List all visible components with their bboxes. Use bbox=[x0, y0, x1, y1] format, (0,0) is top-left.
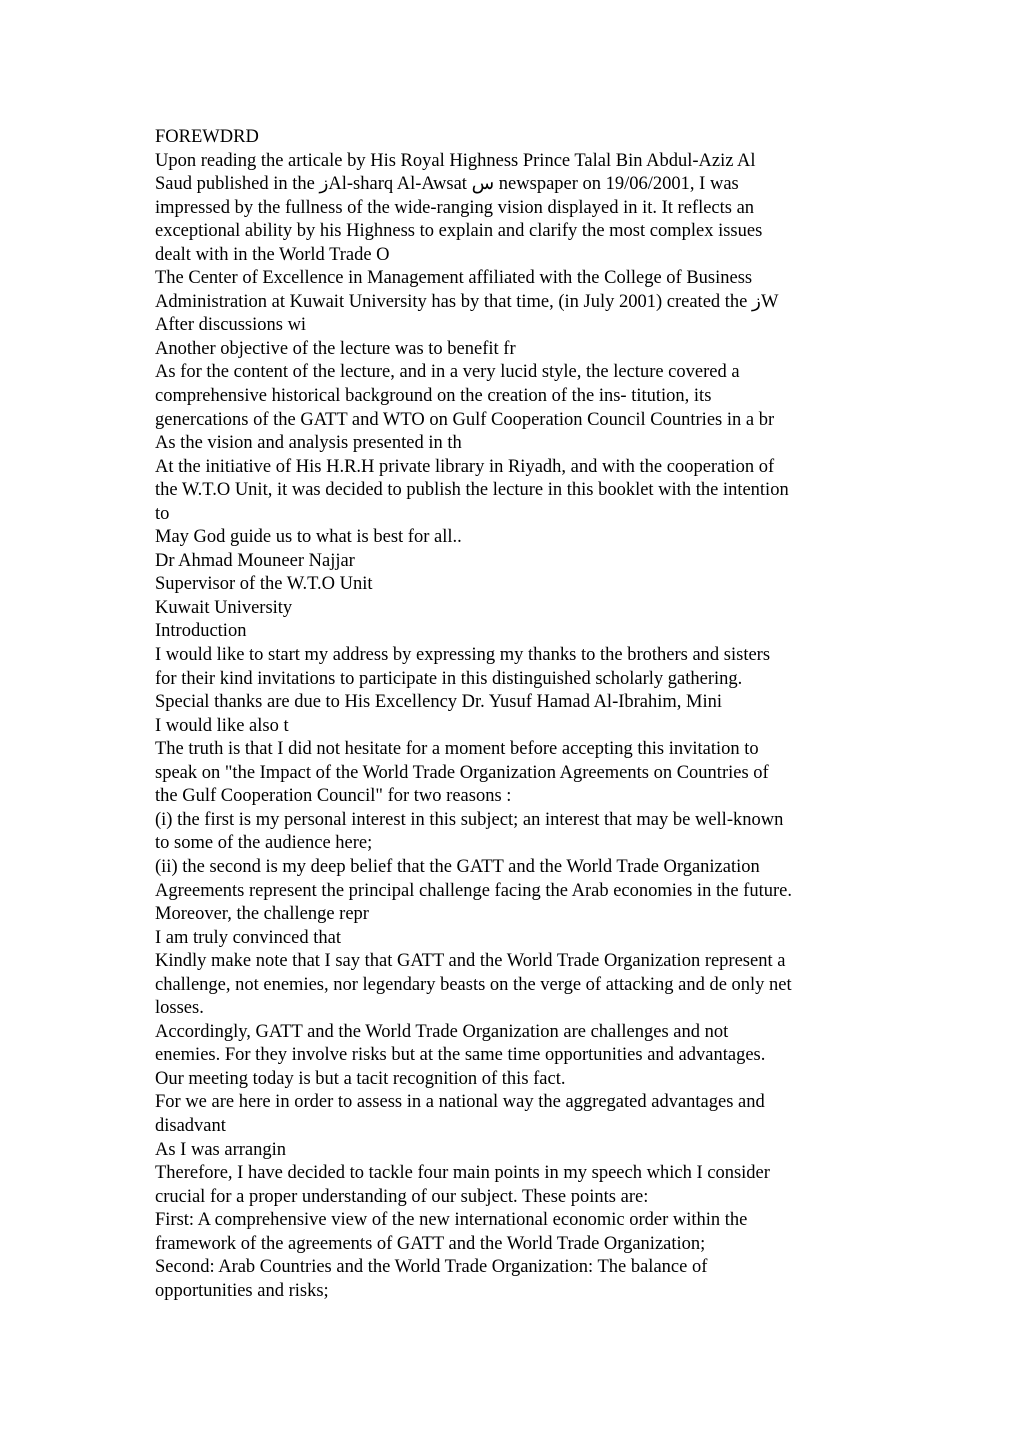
paragraph: Therefore, I have decided to tackle four main points in my speech which I consider crucial for a proper understanding of our subject. These points are: bbox=[155, 1163, 770, 1207]
paragraph: I would like to start my address by expressing my thanks to the brothers and sisters for their kind invitations to participate in this distinguished scholarly gathering. Special thanks are due to His Excellency Dr. Yusuf Hamad Al-Ibrahim, Mini bbox=[155, 645, 771, 713]
paragraph: (i) the first is my personal interest in this subject; an interest that may be well-known to some of the audience here; bbox=[155, 809, 784, 854]
paragraph: Upon reading the articale by His Royal Highness Prince Talal Bin Abdul-Aziz Al Saud published in the زAl-sharq Al-Awsat س newspaper on 19/06/2001, I was impressed by the fullness of the wide-ranging vision displayed in it. It reflects an exceptional ability by his Highness to explain and clarify the most complex issues dealt with in the World Trade O bbox=[155, 150, 763, 265]
paragraph: At the initiative of His H.R.H private library in Riyadh, and with the cooperation of the W.T.O Unit, it was decided to publish the lecture in this booklet with the intention to bbox=[155, 456, 789, 524]
document-page bbox=[155, 126, 875, 1303]
author-title: Supervisor of the W.T.O Unit bbox=[155, 574, 373, 595]
paragraph: Accordingly, GATT and the World Trade Organization are challenges and not enemies. For they involve risks but at the same time opportunities and advantages. Our meeting today is but a tacit recognition of this fact. bbox=[155, 1021, 766, 1089]
paragraph: As I was arrangin bbox=[155, 1139, 286, 1160]
paragraph: After discussions wi bbox=[155, 315, 307, 336]
paragraph: I am truly convinced that bbox=[155, 927, 341, 948]
paragraph: I would like also t bbox=[155, 715, 289, 736]
paragraph: Another objective of the lecture was to benefit fr bbox=[155, 338, 516, 359]
paragraph: The Center of Excellence in Management affiliated with the College of Business Administration at Kuwait University has by that time, (in July 2001) created the زW bbox=[155, 268, 779, 312]
introduction-heading: Introduction bbox=[155, 621, 247, 642]
author-name: Dr Ahmad Mouneer Najjar bbox=[155, 550, 355, 571]
paragraph: As the vision and analysis presented in th bbox=[155, 433, 462, 454]
paragraph: (ii) the second is my deep belief that the GATT and the World Trade Organization Agreements represent the principal challenge facing the Arab economies in the future. Moreover, the challenge repr bbox=[155, 856, 792, 925]
author-affiliation: Kuwait University bbox=[155, 597, 293, 618]
paragraph: Second: Arab Countries and the World Trade Organization: The balance of opportunities and risks; bbox=[155, 1257, 708, 1301]
paragraph: First: A comprehensive view of the new international economic order within the framework of the agreements of GATT and the World Trade Organization; bbox=[155, 1210, 748, 1254]
closing-line: May God guide us to what is best for all.. bbox=[155, 527, 462, 548]
paragraph: As for the content of the lecture, and in a very lucid style, the lecture covered a comprehensive historical background on the creation of the ins- titution, its genercations of the GATT and WTO on Gulf Cooperation Council Countries in a br bbox=[155, 362, 775, 430]
paragraph: For we are here in order to assess in a national way the aggregated advantages and disadvant bbox=[155, 1092, 765, 1136]
paragraph: The truth is that I did not hesitate for a moment before accepting this invitation to speak on "the Impact of the World Trade Organization Agreements on Countries of the Gulf Cooperation Council" for two reasons : bbox=[155, 739, 769, 807]
foreword-heading: FOREWDRD bbox=[155, 127, 259, 147]
paragraph: Kindly make note that I say that GATT and the World Trade Organization represent a challenge, not enemies, nor legendary beasts on the verge of attacking and de only net losses. bbox=[155, 951, 792, 1019]
